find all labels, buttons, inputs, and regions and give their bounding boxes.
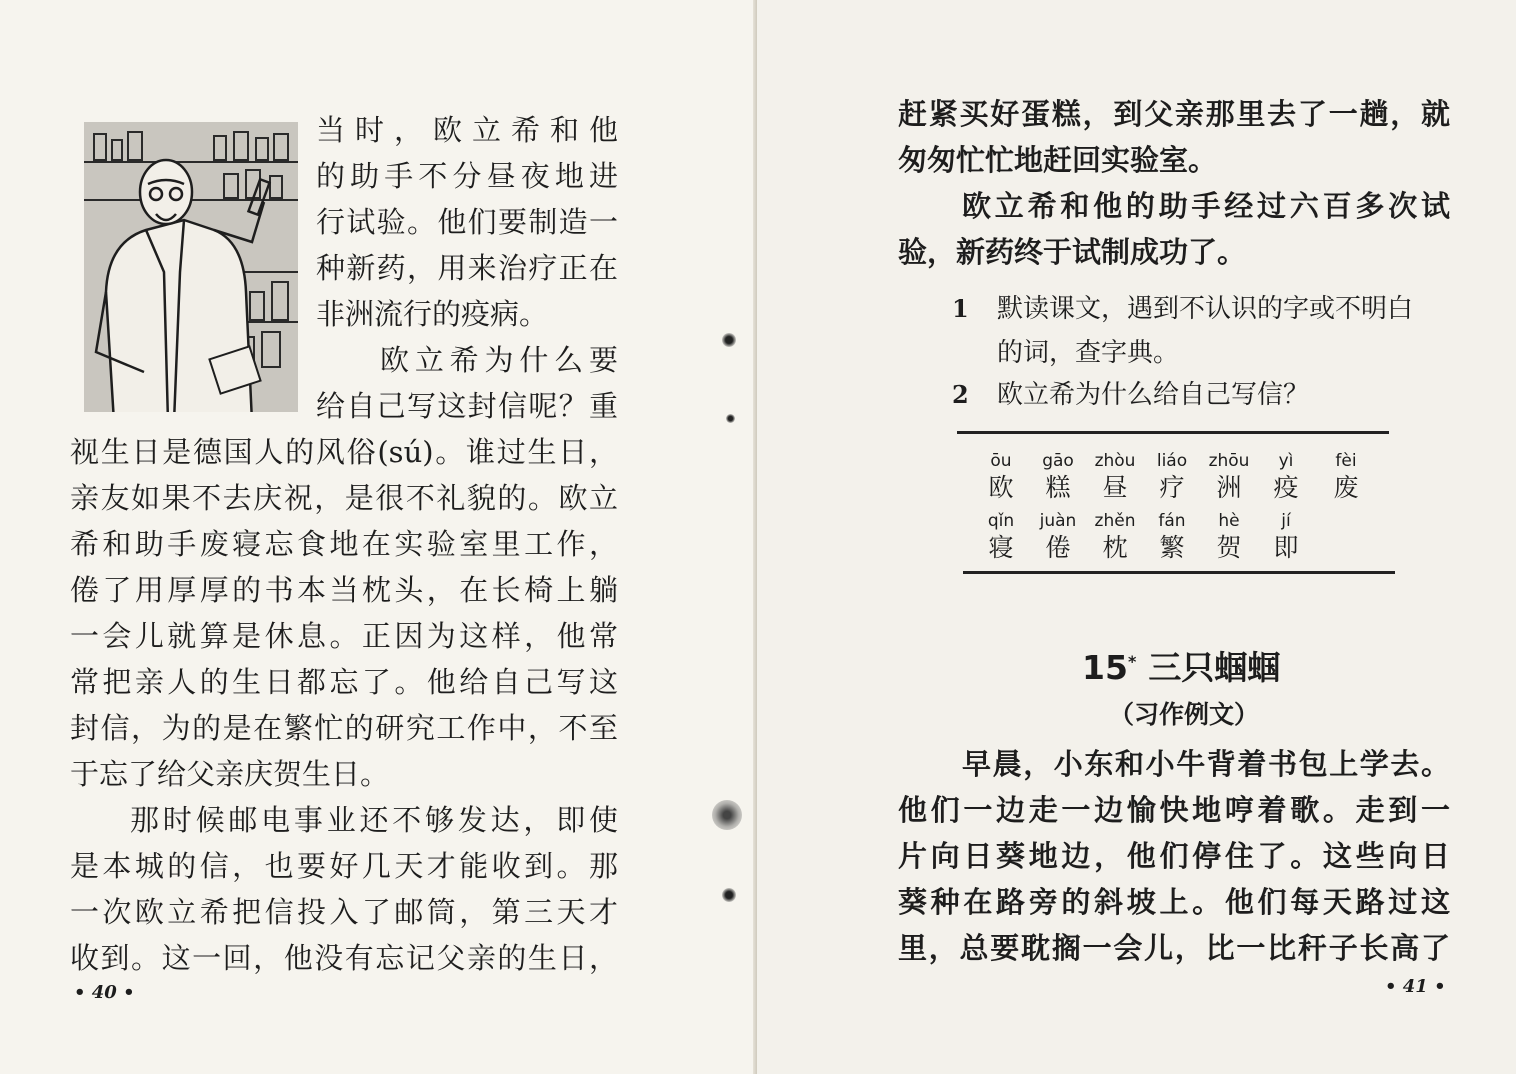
text-line: 非洲流行的疫病。 xyxy=(316,297,549,331)
lesson-number: 15 xyxy=(1082,648,1128,687)
text-line: 亲友如果不去庆祝，是很不礼貌的。欧立 xyxy=(70,481,618,515)
pinyin: jí xyxy=(1281,511,1291,531)
hanzi: 繁 xyxy=(1159,533,1185,562)
pinyin: qǐn xyxy=(987,511,1015,531)
vocabulary-bottom-rule xyxy=(963,571,1395,574)
text-line: 葵种在路旁的斜坡上。他们每天路过这 xyxy=(898,885,1450,919)
vocab-cell xyxy=(973,510,1029,564)
text-line: 匆匆忙忙地赶回实验室。 xyxy=(898,143,1218,177)
right-page xyxy=(757,0,1516,1074)
text-line: 里，总要耽搁一会儿，比一比秆子长高了 xyxy=(898,931,1450,965)
punch-hole xyxy=(726,414,735,423)
text-line: 的助手不分昼夜地进 xyxy=(316,159,618,193)
punch-hole xyxy=(712,800,742,830)
exercise-text: 默读课文，遇到不认识的字或不明白 xyxy=(997,294,1414,324)
left-page xyxy=(0,0,757,1074)
scientist-in-laboratory-illustration xyxy=(84,122,298,412)
exercise-text: 的词，查字典。 xyxy=(997,338,1180,368)
lesson-mark: * xyxy=(1127,652,1137,671)
text-line: 早晨，小东和小牛背着书包上学去。 xyxy=(962,747,1450,781)
text-line: 验，新药终于试制成功了。 xyxy=(898,235,1247,269)
vocab-cell xyxy=(1030,510,1086,564)
vocab-cell xyxy=(973,450,1029,504)
lesson-subtitle: （习作例文） xyxy=(1109,700,1260,729)
page-number: • 40 • xyxy=(74,982,135,1003)
text-line: 倦了用厚厚的书本当枕头，在长椅上躺 xyxy=(70,573,618,607)
text-line: 封信，为的是在繁忙的研究工作中，不至 xyxy=(70,711,618,745)
lesson-title-text: 三只蝈蝈 xyxy=(1148,648,1281,687)
pinyin: juàn xyxy=(1039,511,1077,531)
hanzi: 枕 xyxy=(1102,533,1128,562)
hanzi: 欧 xyxy=(988,473,1014,502)
hanzi: 废 xyxy=(1333,473,1359,502)
pinyin: fèi xyxy=(1335,451,1357,471)
page-number: • 41 • xyxy=(1385,976,1446,997)
punch-hole xyxy=(722,333,736,347)
text-line: 于忘了给父亲庆贺生日。 xyxy=(70,757,390,791)
vocab-cell xyxy=(1144,510,1200,564)
vocab-cell xyxy=(1258,510,1314,564)
text-line: 当时，欧立希和他 xyxy=(316,113,618,147)
hanzi: 即 xyxy=(1273,533,1299,562)
pinyin: liáo xyxy=(1156,451,1188,471)
vocab-cell xyxy=(1258,450,1314,504)
pinyin: fán xyxy=(1158,511,1186,531)
text-line: 欧立希为什么要 xyxy=(380,343,618,377)
vocab-cell xyxy=(1087,510,1143,564)
exercise-number: 2 xyxy=(952,380,969,409)
pinyin: hè xyxy=(1218,511,1240,531)
text-line: 种新药，用来治疗正在 xyxy=(316,251,618,285)
pinyin: zhōu xyxy=(1208,451,1250,471)
text-line: 片向日葵地边，他们停住了。这些向日 xyxy=(898,839,1450,873)
punch-hole xyxy=(722,888,736,902)
text-line: 常把亲人的生日都忘了。他给自己写这 xyxy=(70,665,618,699)
hanzi: 疗 xyxy=(1159,473,1185,502)
vocab-cell xyxy=(1318,450,1374,504)
exercise-number: 1 xyxy=(952,294,969,323)
text-line: 希和助手废寝忘食地在实验室里工作， xyxy=(70,527,618,561)
vocab-cell xyxy=(1201,510,1257,564)
exercise-text: 欧立希为什么给自己写信？ xyxy=(997,380,1310,410)
pinyin: yì xyxy=(1278,451,1294,471)
hanzi: 洲 xyxy=(1216,473,1242,502)
text-line: 给自己写这封信呢？重 xyxy=(316,389,618,423)
hanzi: 寝 xyxy=(988,533,1014,562)
pinyin: zhěn xyxy=(1094,511,1136,531)
vocabulary-top-rule xyxy=(957,431,1389,434)
hanzi: 疫 xyxy=(1273,473,1299,502)
hanzi: 糕 xyxy=(1045,473,1071,502)
vocab-cell xyxy=(1030,450,1086,504)
pinyin: ōu xyxy=(990,451,1012,471)
lesson-title xyxy=(1082,642,1280,689)
hanzi: 倦 xyxy=(1045,533,1071,562)
vocab-cell xyxy=(1087,450,1143,504)
pinyin: zhòu xyxy=(1094,451,1136,471)
text-line: 一次欧立希把信投入了邮筒，第三天才 xyxy=(70,895,618,929)
text-line: 赶紧买好蛋糕，到父亲那里去了一趟，就 xyxy=(898,97,1450,131)
vocab-cell xyxy=(1144,450,1200,504)
hanzi: 昼 xyxy=(1102,473,1128,502)
text-line: 是本城的信，也要好几天才能收到。那 xyxy=(70,849,618,883)
text-line: 收到。这一回，他没有忘记父亲的生日， xyxy=(70,941,618,975)
pinyin: gāo xyxy=(1042,451,1074,471)
text-line: 一会儿就算是休息。正因为这样，他常 xyxy=(70,619,618,653)
text-line: 他们一边走一边愉快地哼着歌。走到一 xyxy=(898,793,1450,827)
text-line: 那时候邮电事业还不够发达，即使 xyxy=(130,803,618,837)
text-line: 行试验。他们要制造一 xyxy=(316,205,618,239)
hanzi: 贺 xyxy=(1216,533,1242,562)
text-line: 视生日是德国人的风俗(sú)。谁过生日， xyxy=(70,435,618,469)
vocab-cell xyxy=(1201,450,1257,504)
text-line: 欧立希和他的助手经过六百多次试 xyxy=(962,189,1450,223)
